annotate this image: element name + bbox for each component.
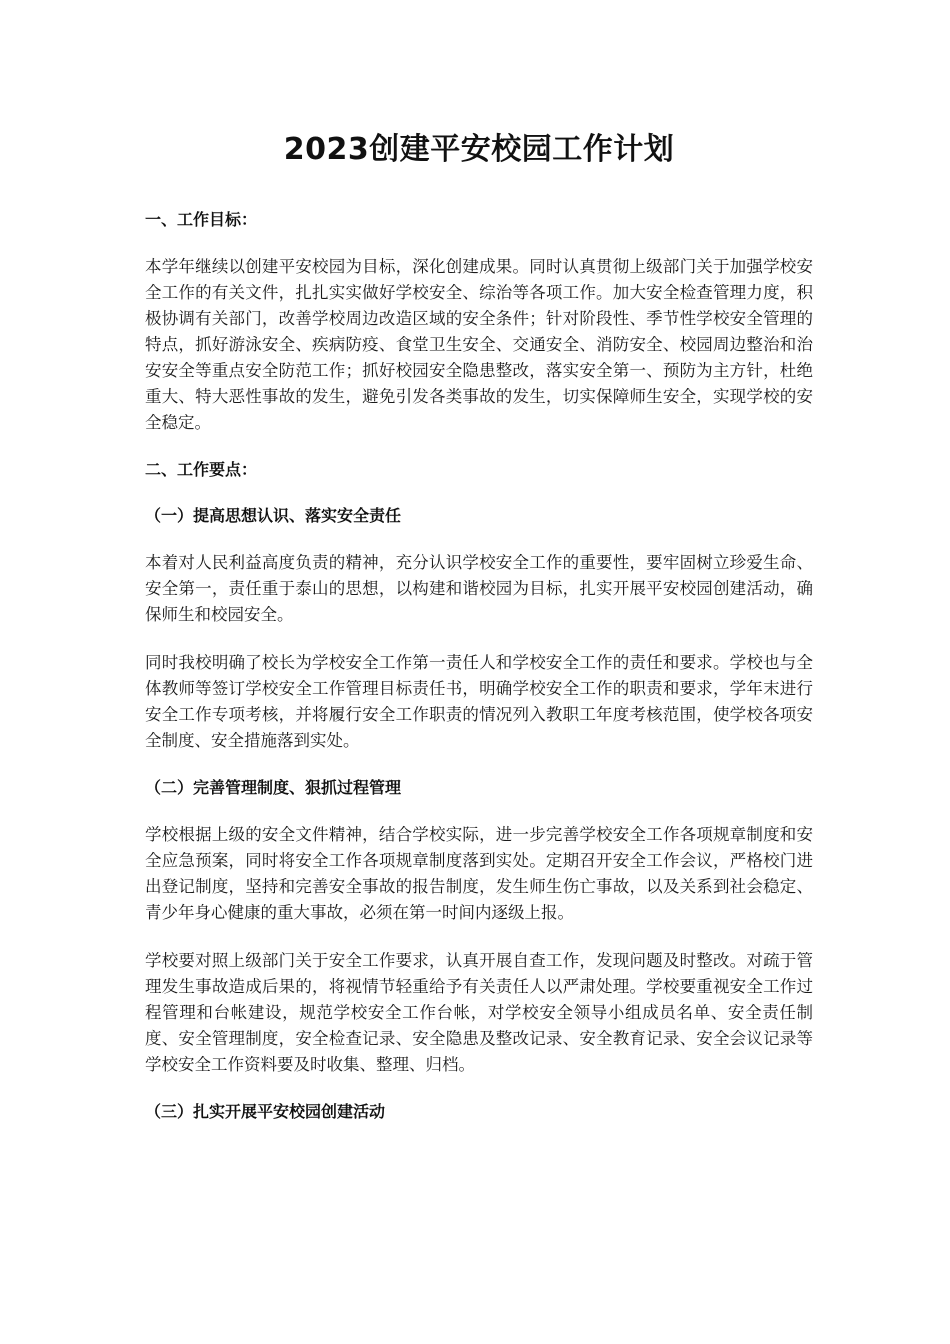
section-heading-key-points: 二、工作要点： [145,460,258,479]
document-body [145,128,813,1146]
document-title: 2023创建平安校园工作计划 [283,132,675,167]
paragraph: 同时我校明确了校长为学校安全工作第一责任人和学校安全工作的责任和要求。学校也与全体教师等签订学校安全工作管理目标责任书，明确学校安全工作的职责和要求，学年末进行安全工作专项考核，并将履行安全工作职责的情况列入教职工年度考核范围，使学校各项安全制度、安全措施落到实处。 [145,653,813,750]
subsection-heading-responsibility: （一）提高思想认识、落实安全责任 [145,506,402,525]
paragraph: 本着对人民利益高度负责的精神，充分认识学校安全工作的重要性，要牢固树立珍爱生命、安全第一，责任重于泰山的思想，以构建和谐校园为目标，扎实开展平安校园创建活动，确保师生和校园安全。 [145,553,813,624]
paragraph: 学校要对照上级部门关于安全工作要求，认真开展自查工作，发现问题及时整改。对疏于管理发生事故造成后果的，将视情节轻重给予有关责任人以严肃处理。学校要重视安全工作过程管理和台帐建设，规范学校安全工作台帐，对学校安全领导小组成员名单、安全责任制度、安全管理制度，安全检查记录、安全隐患及整改记录、安全教育记录、安全会议记录等学校安全工作资料要及时收集、整理、归档。 [145,951,813,1074]
paragraph: 学校根据上级的安全文件精神，结合学校实际，进一步完善学校安全工作各项规章制度和安全应急预案，同时将安全工作各项规章制度落到实处。定期召开安全工作会议，严格校门进出登记制度，坚持和完善安全事故的报告制度，发生师生伤亡事故，以及关系到社会稳定、青少年身心健康的重大事故，必须在第一时间内逐级上报。 [145,825,813,922]
subsection-heading-activities: （三）扎实开展平安校园创建活动 [145,1102,386,1121]
section-heading-goals: 一、工作目标： [145,210,258,229]
subsection-heading-management: （二）完善管理制度、狠抓过程管理 [145,778,402,797]
paragraph: 本学年继续以创建平安校园为目标，深化创建成果。同时认真贯彻上级部门关于加强学校安全工作的有关文件，扎扎实实做好学校安全、综治等各项工作。加大安全检查管理力度，积极协调有关部门，改善学校周边改造区域的安全条件；针对阶段性、季节性学校安全管理的特点，抓好游泳安全、疾病防疫、食堂卫生安全、交通安全、消防安全、校园周边整治和治安安全等重点安全防范工作；抓好校园安全隐患整改，落实安全第一、预防为主方针，杜绝重大、特大恶性事故的发生，避免引发各类事故的发生，切实保障师生安全，实现学校的安全稳定。 [145,257,813,432]
